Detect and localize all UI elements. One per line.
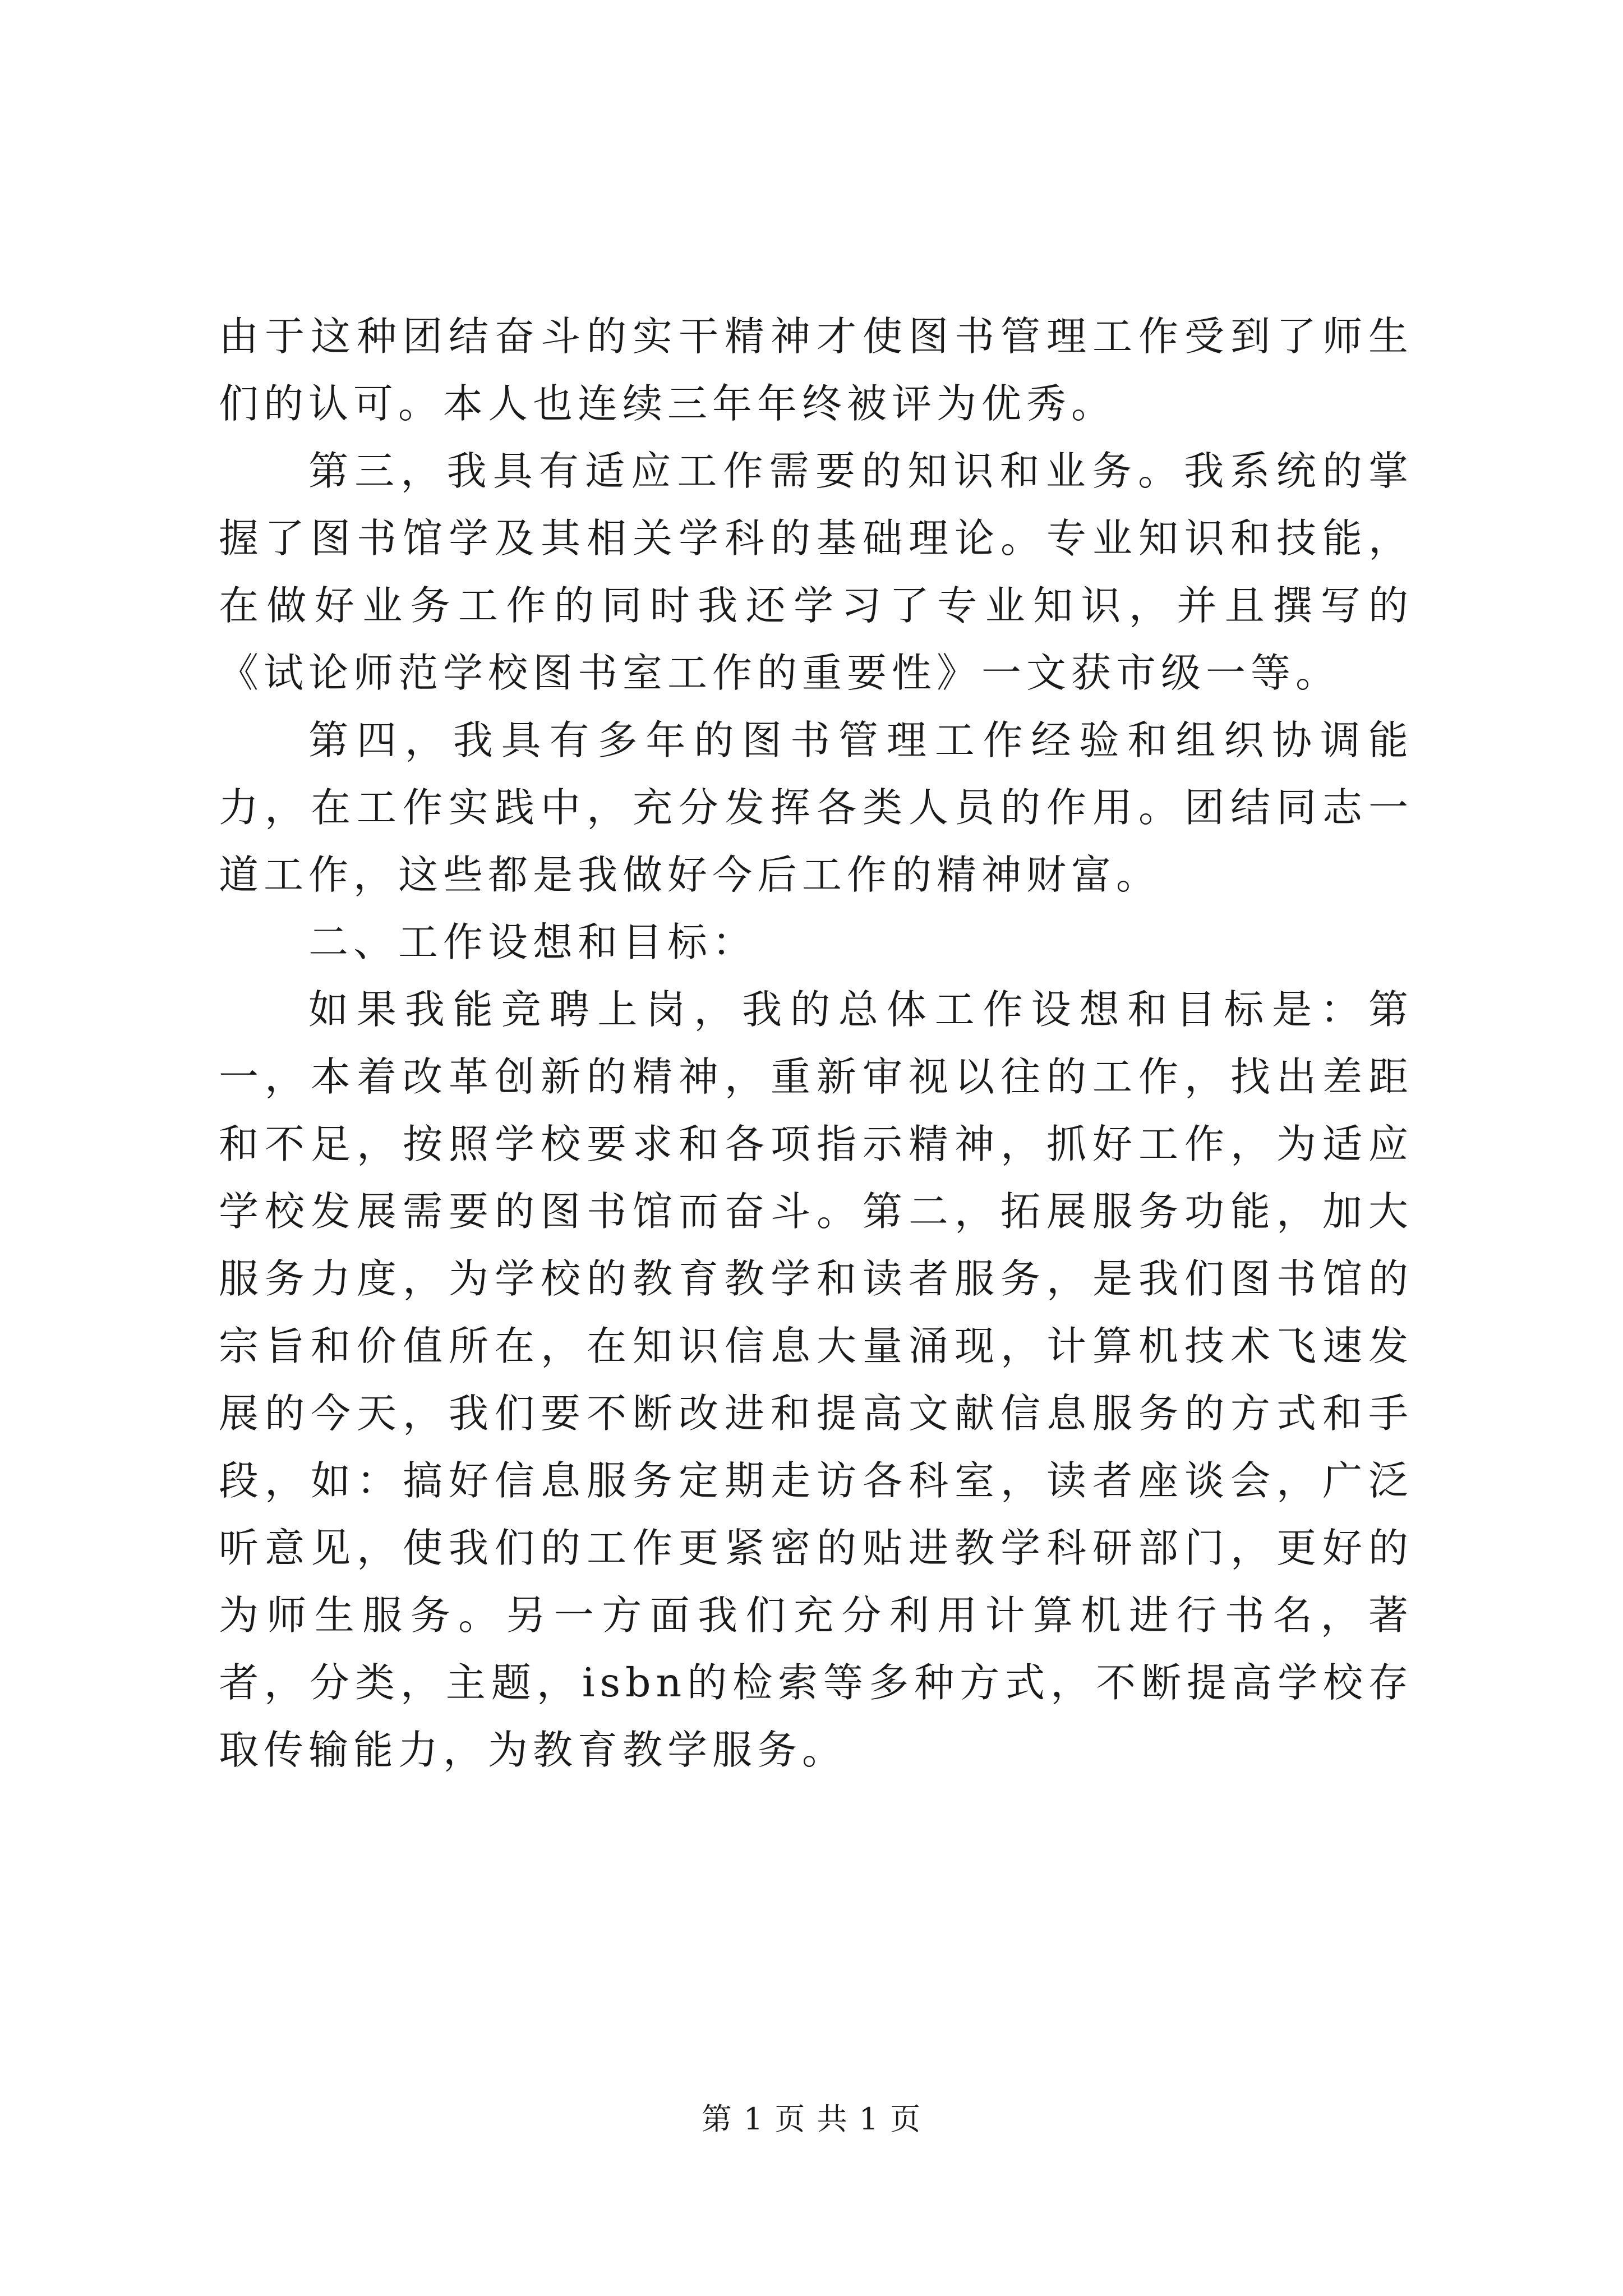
page-footer: 第 1 页 共 1 页 (701, 2101, 922, 2137)
paragraph-1: 由于这种团结奋斗的实干精神才使图书管理工作受到了师生们的认可。本人也连续三年年终被评为优秀。 (219, 313, 1413, 427)
section-heading: 二、工作设想和目标： (308, 919, 758, 965)
paragraph-2: 第三，我具有适应工作需要的知识和业务。我系统的掌握了图书馆学及其相关学科的基础理论。专业知识和技能，在做好业务工作的同时我还学习了专业知识，并且撰写的《试论师范学校图书室工作的重要性》一文获市级一等。 (219, 448, 1413, 696)
paragraph-3: 第四，我具有多年的图书管理工作经验和组织协调能力，在工作实践中，充分发挥各类人员的作用。团结同志一道工作，这些都是我做好今后工作的精神财富。 (219, 717, 1413, 898)
document-body (219, 303, 1413, 1784)
paragraph-4: 如果我能竞聘上岗，我的总体工作设想和目标是：第一，本着改革创新的精神，重新审视以往的工作，找出差距和不足，按照学校要求和各项指示精神，抓好工作，为适应学校发展需要的图书馆而奋斗。第二，拓展服务功能，加大服务力度，为学校的教育教学和读者服务，是我们图书馆的宗旨和价值所在，在知识信息大量涌现，计算机技术飞速发展的今天，我们要不断改进和提高文献信息服务的方式和手段，如：搞好信息服务定期走访各科室，读者座谈会，广泛听意见，使我们的工作更紧密的贴进教学科研部门，更好的为师生服务。另一方面我们充分利用计算机进行书名，著者，分类，主题，isbn的检索等多种方式，不断提高学校存取传输能力，为教育教学服务。 (219, 986, 1413, 1773)
